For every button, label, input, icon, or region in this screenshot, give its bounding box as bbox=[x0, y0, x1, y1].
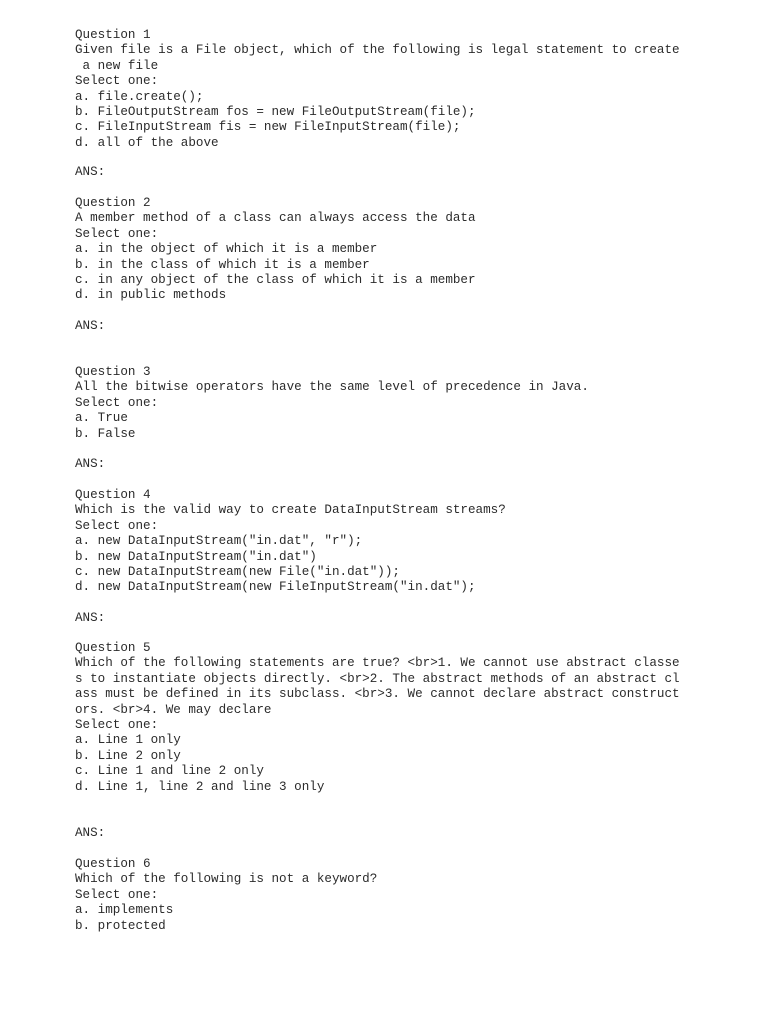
question-prompt-line: a new file bbox=[75, 58, 159, 73]
answer-1 bbox=[75, 165, 715, 180]
select-one-label: Select one: bbox=[75, 887, 159, 902]
question-prompt-line: Which of the following is not a keyword? bbox=[75, 872, 378, 887]
option-d: d. new DataInputStream(new FileInputStream("in.dat"); bbox=[75, 580, 476, 595]
answer-label: ANS: bbox=[75, 611, 106, 625]
question-title: Question 2 bbox=[75, 196, 151, 210]
question-title: Question 4 bbox=[75, 488, 151, 502]
question-prompt-line: Given file is a File object, which of the following is legal statement to create bbox=[75, 43, 680, 58]
select-one-label: Select one: bbox=[75, 226, 159, 241]
option-b: b. in the class of which it is a member bbox=[75, 257, 370, 272]
question-6 bbox=[75, 857, 715, 934]
option-b: b. new DataInputStream("in.dat") bbox=[75, 549, 317, 564]
option-c: c. Line 1 and line 2 only bbox=[75, 764, 264, 779]
select-one-label: Select one: bbox=[75, 395, 159, 410]
question-1 bbox=[75, 28, 715, 151]
option-a: a. implements bbox=[75, 903, 174, 918]
option-a: a. True bbox=[75, 411, 128, 426]
option-a: a. new DataInputStream("in.dat", "r"); bbox=[75, 534, 363, 549]
option-b: b. Line 2 only bbox=[75, 748, 181, 763]
question-title: Question 3 bbox=[75, 365, 151, 379]
question-prompt-line: s to instantiate objects directly. <br>2. The abstract methods of an abstract cl bbox=[75, 671, 680, 686]
question-title: Question 6 bbox=[75, 857, 151, 871]
question-prompt-line: Which of the following statements are true? <br>1. We cannot use abstract classe bbox=[75, 656, 680, 671]
answer-label: ANS: bbox=[75, 457, 106, 471]
question-prompt-line: ors. <br>4. We may declare bbox=[75, 702, 272, 717]
question-3 bbox=[75, 365, 715, 442]
option-c: c. in any object of the class of which it is a member bbox=[75, 272, 476, 287]
option-d: d. all of the above bbox=[75, 135, 219, 150]
option-c: c. FileInputStream fis = new FileInputStream(file); bbox=[75, 120, 461, 135]
question-title: Question 1 bbox=[75, 28, 151, 42]
question-4 bbox=[75, 488, 715, 596]
question-2 bbox=[75, 196, 715, 304]
answer-label: ANS: bbox=[75, 165, 106, 179]
option-d: d. in public methods bbox=[75, 288, 227, 303]
option-a: a. in the object of which it is a member bbox=[75, 242, 378, 257]
answer-2 bbox=[75, 319, 715, 334]
select-one-label: Select one: bbox=[75, 717, 159, 732]
option-b: b. FileOutputStream fos = new FileOutputStream(file); bbox=[75, 104, 476, 119]
select-one-label: Select one: bbox=[75, 518, 159, 533]
answer-5 bbox=[75, 826, 715, 841]
question-5 bbox=[75, 641, 715, 795]
question-prompt-line: Which is the valid way to create DataInputStream streams? bbox=[75, 503, 506, 518]
select-one-label: Select one: bbox=[75, 74, 159, 89]
question-prompt-line: ass must be defined in its subclass. <br>3. We cannot declare abstract construct bbox=[75, 687, 680, 702]
option-a: a. file.create(); bbox=[75, 89, 204, 104]
question-prompt-line: All the bitwise operators have the same level of precedence in Java. bbox=[75, 380, 589, 395]
answer-3 bbox=[75, 457, 715, 472]
option-d: d. Line 1, line 2 and line 3 only bbox=[75, 779, 325, 794]
answer-label: ANS: bbox=[75, 319, 106, 333]
option-b: b. False bbox=[75, 426, 136, 441]
answer-label: ANS: bbox=[75, 826, 106, 840]
option-a: a. Line 1 only bbox=[75, 733, 181, 748]
option-c: c. new DataInputStream(new File("in.dat")); bbox=[75, 564, 400, 579]
answer-4 bbox=[75, 611, 715, 626]
question-title: Question 5 bbox=[75, 641, 151, 655]
question-prompt-line: A member method of a class can always access the data bbox=[75, 211, 476, 226]
option-b: b. protected bbox=[75, 918, 166, 933]
